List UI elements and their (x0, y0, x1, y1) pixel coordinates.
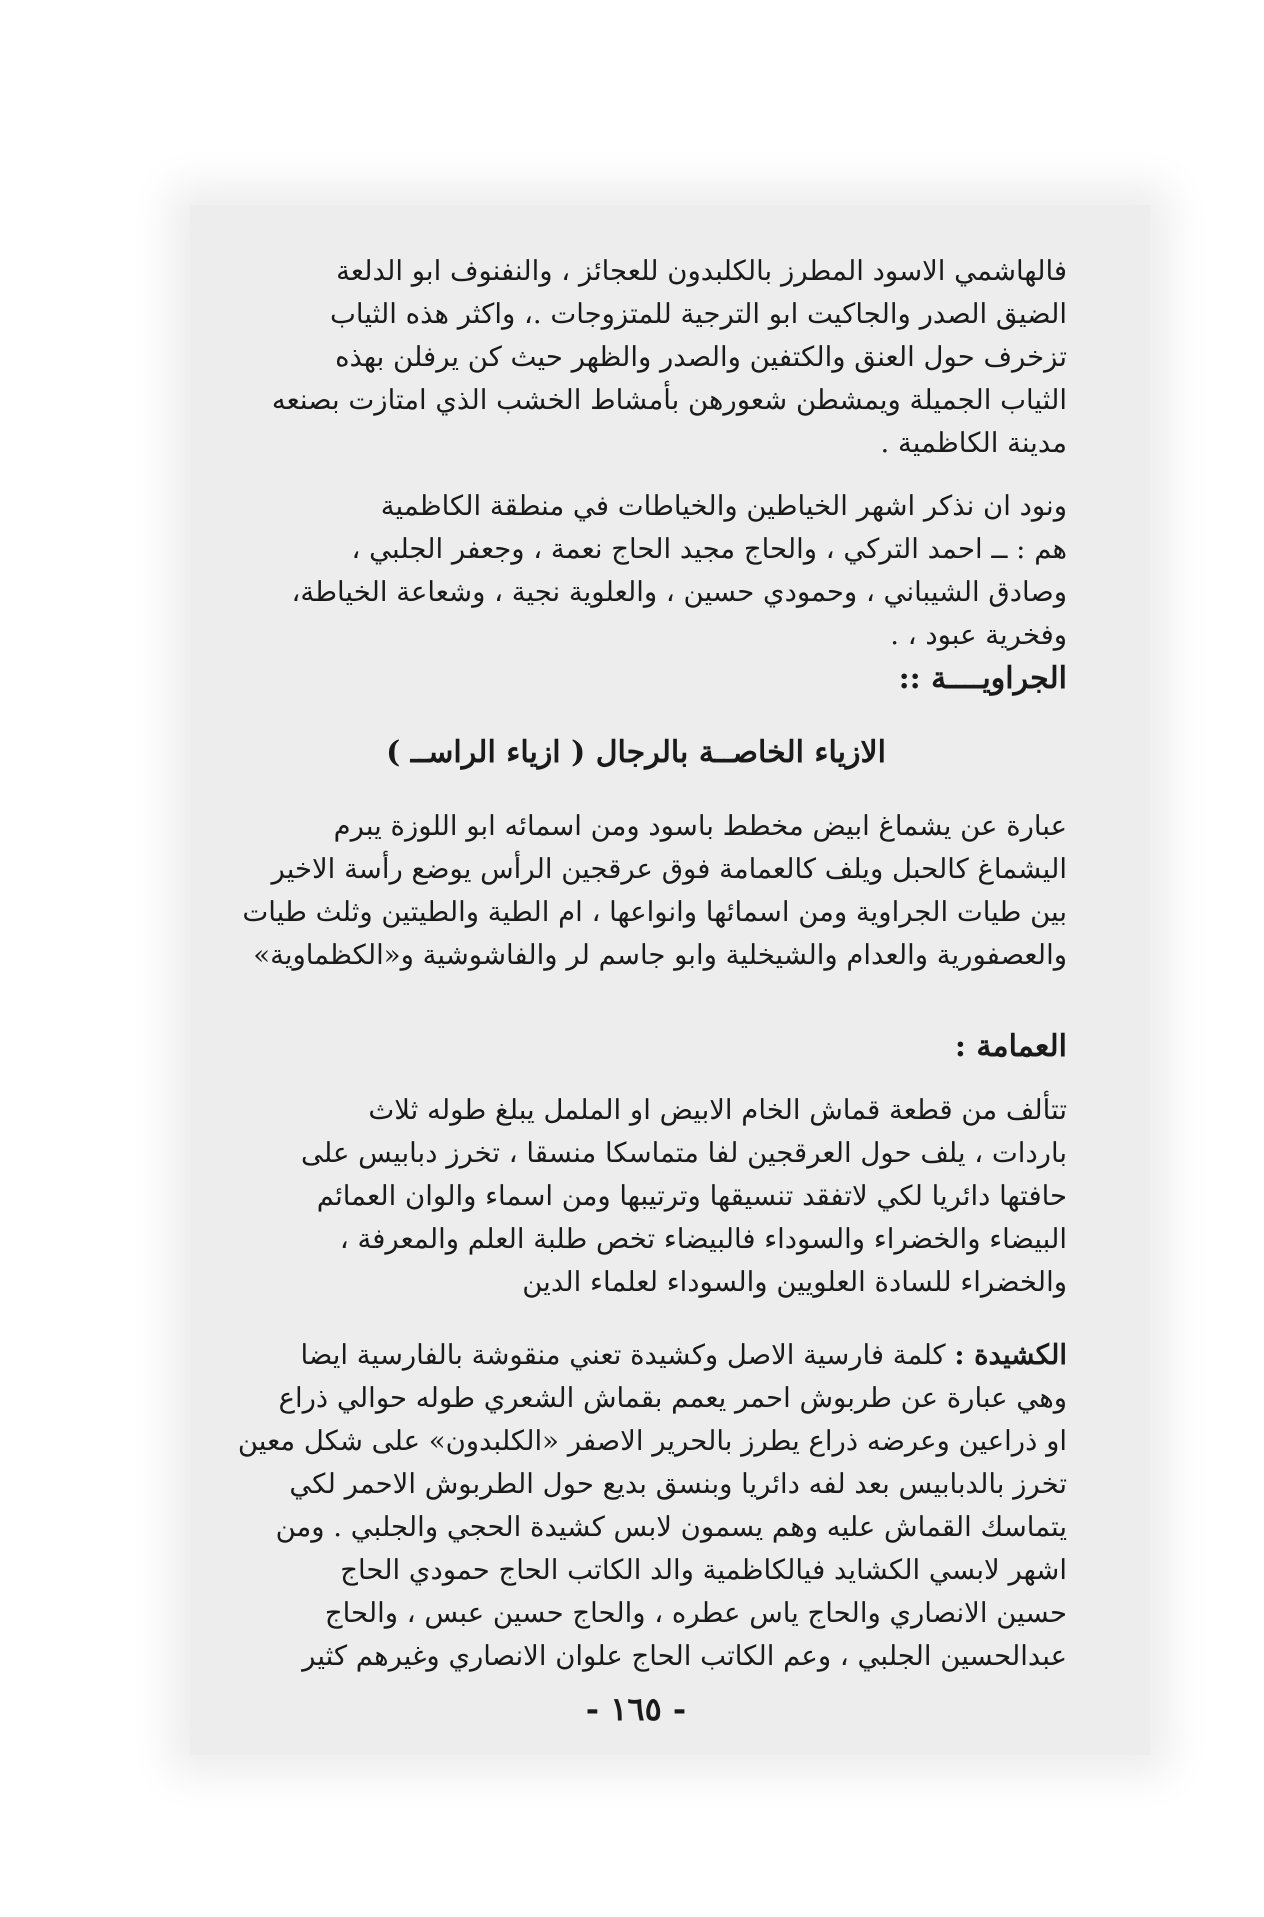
spacer (205, 465, 1067, 485)
paragraph-yashmagh (205, 805, 1067, 977)
page-number: - ١٦٥ - (585, 1690, 687, 1728)
text-line: باردات ، يلف حول العرقجين لفا متماسكا منسقا ، تخرز دبابيس على (300, 1137, 1067, 1169)
text-line: اليشماغ كالحبل ويلف كالعمامة فوق عرقجين الرأس يوضع رأسة الاخير (271, 853, 1067, 885)
heading-imama: العمامة : (954, 1029, 1067, 1064)
document-page (205, 250, 1067, 1750)
spacer (205, 1304, 1067, 1334)
heading-kashida: الكشيدة : (954, 1339, 1067, 1371)
spacer (205, 977, 1067, 1025)
text-line: وفخرية عبود ، . (890, 619, 1067, 651)
text-line: او ذراعين وعرضه ذراع يطرز بالحرير الاصفر «الكلبدون» على شكل معين (237, 1425, 1067, 1457)
text-line: وصادق الشيباني ، وحمودي حسين ، والعلوية نجية ، وشعاعة الخياطة، (291, 576, 1067, 608)
text-line: حسين الانصاري والحاج ياس عطره ، والحاج حسين عبس ، والحاج (324, 1597, 1067, 1629)
spacer (205, 701, 1067, 731)
spacer (205, 1069, 1067, 1089)
spacer (205, 775, 1067, 805)
text-line: يتماسك القماش عليه وهم يسمون لابس كشيدة الحجي والجلبي . ومن (275, 1511, 1067, 1543)
section-title-mens-clothing: الازياء الخاصــة بالرجال ( ازياء الراســ ) (386, 735, 886, 770)
text-line: عبدالحسين الجلبي ، وعم الكاتب الحاج علوان الانصاري وغيرهم كثير (302, 1640, 1067, 1672)
paragraph-womens-clothing (205, 250, 1067, 465)
heading-jarawiya: الجراويــــة :: (898, 661, 1067, 696)
text-line: الضيق الصدر والجاكيت ابو الترجية للمتزوجات .، واكثر هذه الثياب (330, 298, 1067, 330)
text-line: هم : ــ احمد التركي ، والحاج مجيد الحاج نعمة ، وجعفر الجلبي ، (351, 533, 1067, 565)
paragraph-kashida (205, 1334, 1067, 1678)
text-line: والعصفورية والعدام والشيخلية وابو جاسم لر والفاشوشية و«الكظماوية» (253, 939, 1067, 971)
text-run: كلمة فارسية الاصل وكشيدة تعني منقوشة بالفارسية ايضا (300, 1339, 955, 1371)
text-line: اشهر لابسي الكشايد فيالكاظمية والد الكاتب الحاج حمودي الحاج (340, 1554, 1067, 1586)
text-line: تخرز بالدبابيس بعد لفه دائريا وبنسق بديع حول الطربوش الاحمر لكي (289, 1468, 1067, 1500)
text-line: الثياب الجميلة ويمشطن شعورهن بأمشاط الخشب الذي امتازت بصنعه (271, 384, 1067, 416)
text-line: البيضاء والخضراء والسوداء فالبيضاء تخص طلبة العلم والمعرفة ، (339, 1223, 1067, 1255)
text-line: مدينة الكاظمية . (880, 427, 1067, 459)
paragraph-imama (205, 1089, 1067, 1304)
text-line: تتألف من قطعة قماش الخام الابيض او الململ يبلغ طوله ثلاث (368, 1094, 1067, 1126)
text-line: والخضراء للسادة العلويين والسوداء لعلماء الدين (522, 1266, 1067, 1298)
text-line: عبارة عن يشماغ ابيض مخطط باسود ومن اسمائه ابو اللوزة يبرم (333, 810, 1067, 842)
text-line: فالهاشمي الاسود المطرز بالكلبدون للعجائز ، والنفنوف ابو الدلعة (336, 255, 1067, 287)
text-line: ونود ان نذكر اشهر الخياطين والخياطات في منطقة الكاظمية (380, 490, 1067, 522)
text-line: تزخرف حول العنق والكتفين والصدر والظهر حيث كن يرفلن بهذه (335, 341, 1067, 373)
text-line: وهي عبارة عن طربوش احمر يعمم بقماش الشعري طوله حوالي ذراع (278, 1382, 1067, 1414)
text-line (205, 1334, 1067, 1377)
text-line: حافتها دائريا لكي لاتفقد تنسيقها وترتيبها ومن اسماء والوان العمائم (316, 1180, 1067, 1212)
text-line: بين طيات الجراوية ومن اسمائها وانواعها ، ام الطية والطيتين وثلث طيات (242, 896, 1067, 928)
paragraph-tailors (205, 485, 1067, 657)
